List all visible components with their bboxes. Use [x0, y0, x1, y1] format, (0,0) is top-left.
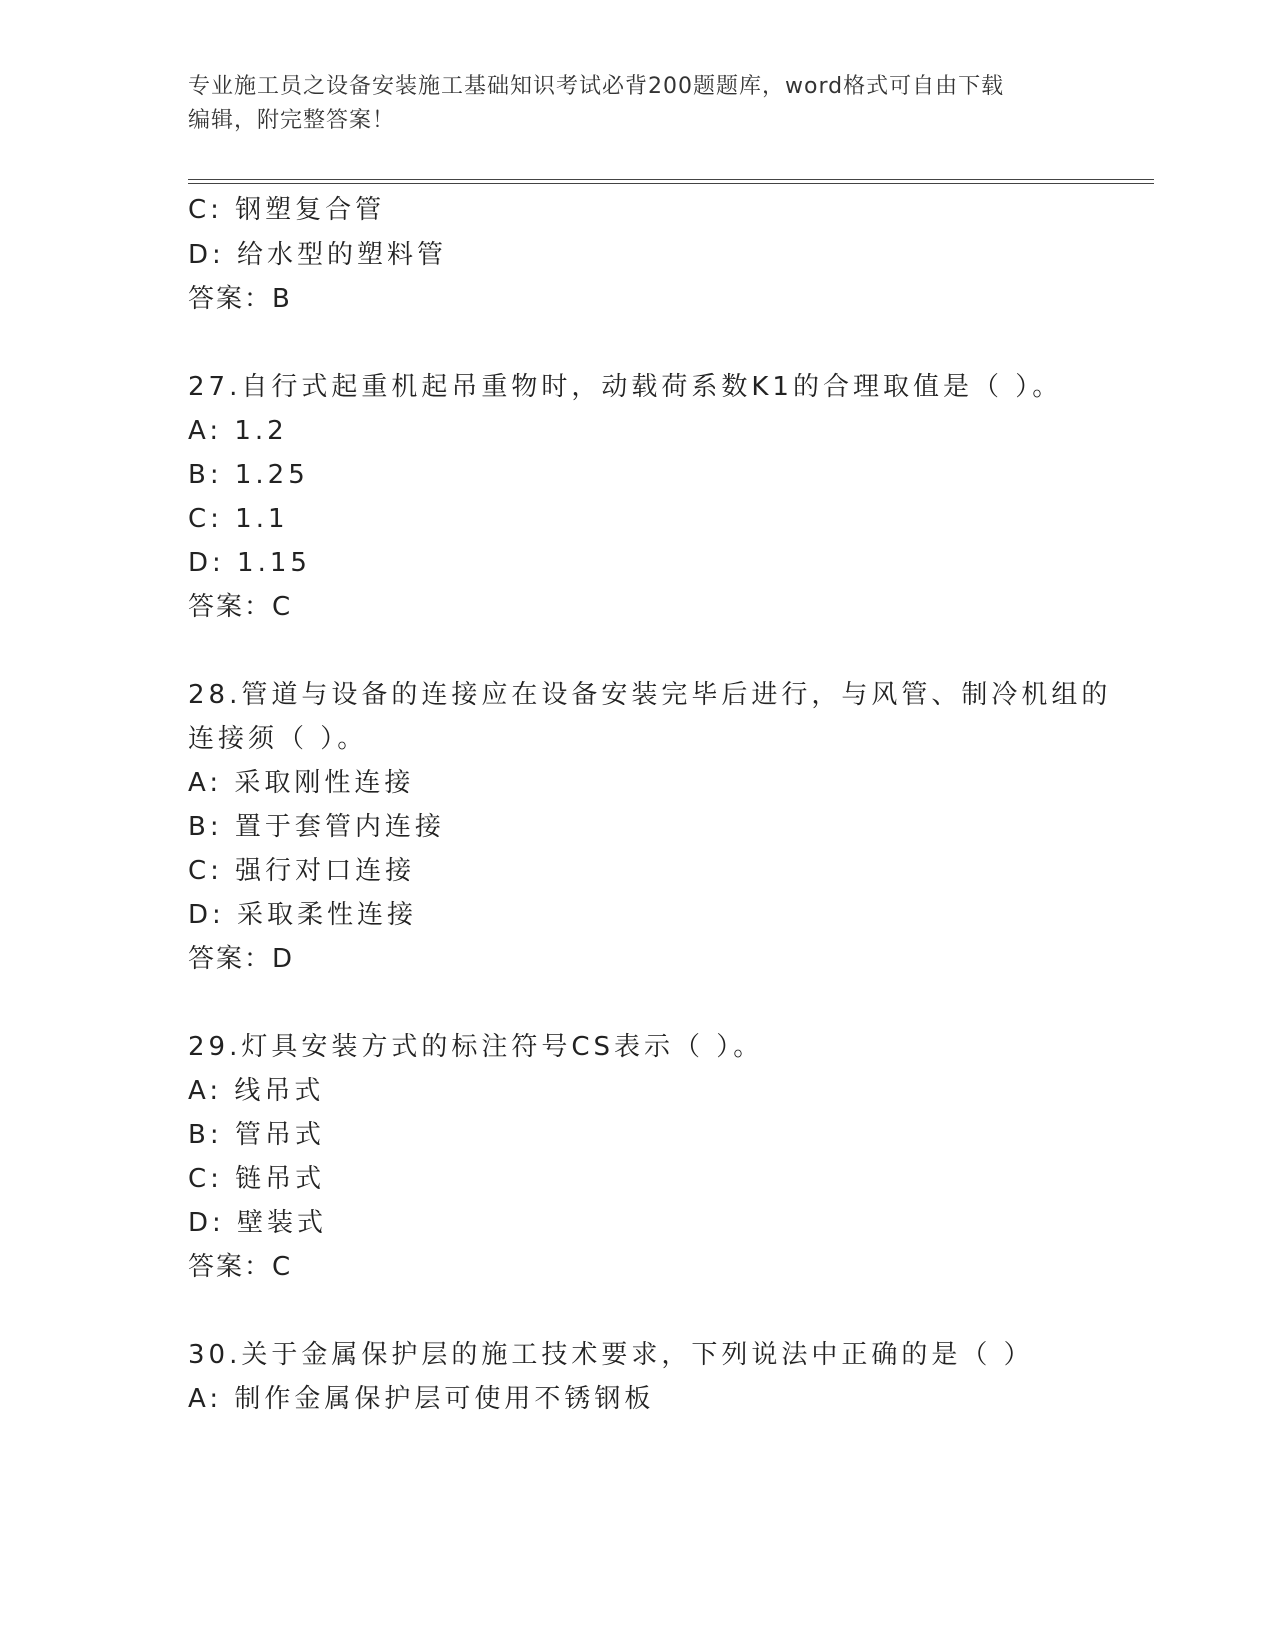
option-line: C: 钢塑复合管: [188, 195, 386, 225]
question-text: 30.关于金属保护层的施工技术要求，下列说法中正确的是（ ）: [188, 1340, 1034, 1370]
option-line: A: 线吊式: [188, 1076, 325, 1106]
option-line: A: 采取刚性连接: [188, 768, 415, 798]
option-line: C: 强行对口连接: [188, 856, 416, 886]
header-line-2: 编辑，附完整答案！: [188, 108, 396, 133]
option-line: D: 给水型的塑料管: [188, 240, 448, 270]
header-divider-bottom: [188, 183, 1154, 184]
answer-line: 答案：B: [188, 284, 292, 314]
option-line: B: 管吊式: [188, 1120, 325, 1150]
option-line: A: 1.2: [188, 416, 288, 446]
question-text-continued: 连接须（ ）。: [188, 724, 368, 754]
answer-line: 答案：D: [188, 944, 295, 974]
header-divider-top: [188, 179, 1154, 180]
option-line: C: 1.1: [188, 504, 289, 534]
answer-line: 答案：C: [188, 592, 293, 622]
question-text: 27.自行式起重机起吊重物时，动载荷系数K1的合理取值是（ ）。: [188, 372, 1063, 402]
question-text: 29.灯具安装方式的标注符号CS表示（ ）。: [188, 1032, 764, 1062]
option-line: A: 制作金属保护层可使用不锈钢板: [188, 1384, 655, 1414]
option-line: D: 采取柔性连接: [188, 900, 418, 930]
option-line: C: 链吊式: [188, 1164, 326, 1194]
option-line: D: 壁装式: [188, 1208, 328, 1238]
option-line: D: 1.15: [188, 548, 311, 578]
header-line-1: 专业施工员之设备安装施工基础知识考试必背200题题库，word格式可自由下载: [188, 74, 1005, 99]
option-line: B: 1.25: [188, 460, 309, 490]
option-line: B: 置于套管内连接: [188, 812, 445, 842]
answer-line: 答案：C: [188, 1252, 293, 1282]
document-header: [188, 70, 1088, 138]
question-text: 28.管道与设备的连接应在设备安装完毕后进行，与风管、制冷机组的: [188, 680, 1112, 710]
